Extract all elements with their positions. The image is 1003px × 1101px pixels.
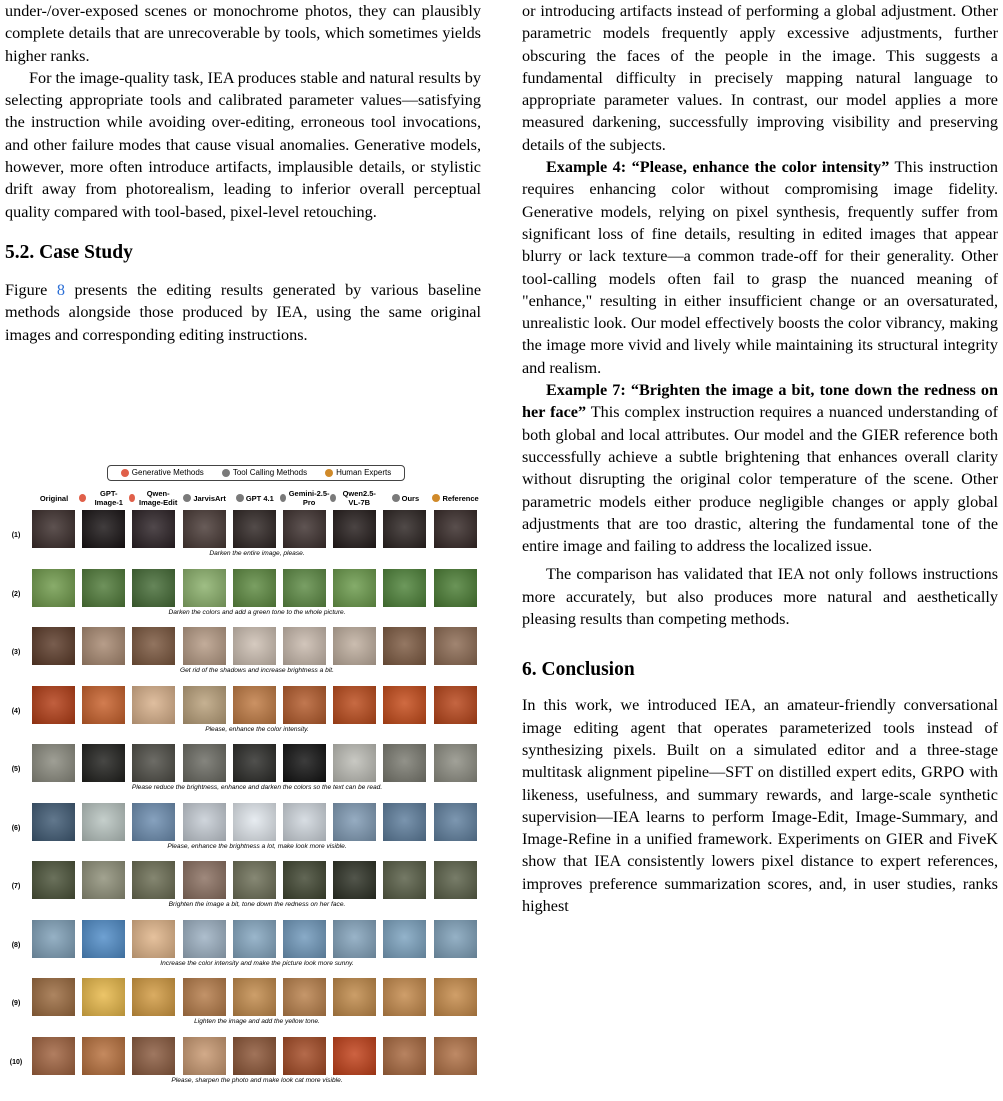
- row-instruction-caption: Lighten the image and add the yellow tone.: [194, 1018, 320, 1025]
- result-image: [183, 803, 226, 841]
- result-image: [283, 861, 326, 899]
- legend-label: Tool Calling Methods: [232, 468, 308, 477]
- result-image: [283, 803, 326, 841]
- result-image: [333, 627, 376, 665]
- result-image: [383, 686, 426, 724]
- result-image: [434, 861, 477, 899]
- result-image: [82, 861, 125, 899]
- result-image: [132, 861, 175, 899]
- result-image: [333, 978, 376, 1016]
- column-header: [431, 488, 481, 508]
- result-image: [183, 569, 226, 607]
- paragraph-text: This complex instruction requires a nuanced understanding of both global and local attributes. Our model and the GIER reference both successfully achieve a subtle brightening that enhances overall clarity without disrupting the original color temperature of the scene. Other parametric models either produce negligible changes or apply global adjustments that are too drastic, altering the fundamental tone of the entire image and failing to address the localized issue.: [522, 403, 998, 556]
- result-image: [333, 920, 376, 958]
- result-image: [283, 920, 326, 958]
- section-heading: 6. Conclusion: [522, 659, 635, 681]
- paragraph: under-/over-exposed scenes or monochrome photos, they can plausibly complete details that are unrecoverable by tools, which sometimes yields higher ranks.: [5, 2, 481, 65]
- row-instruction-caption: Darken the colors and add a green tone to the whole picture.: [168, 608, 346, 616]
- result-image: [82, 510, 125, 548]
- tool-icon: [392, 494, 400, 502]
- column-header-label: Ours: [401, 493, 420, 503]
- result-image: [82, 920, 125, 958]
- result-image: [183, 861, 226, 899]
- right-column: [522, 0, 998, 917]
- person-icon: [325, 469, 333, 477]
- result-image: [233, 1037, 276, 1075]
- left-column: [5, 0, 481, 346]
- column-header-label: GPT 4.1: [245, 493, 274, 503]
- result-image: [333, 1037, 376, 1075]
- result-image: [434, 803, 477, 841]
- row-instruction-caption: Increase the color intensity and make the picture look more sunny.: [160, 959, 354, 967]
- result-image: [82, 569, 125, 607]
- legend-label: Generative Methods: [131, 468, 204, 477]
- result-image: [434, 569, 477, 607]
- result-image: [333, 510, 376, 548]
- result-image: [434, 978, 477, 1016]
- result-image: [383, 861, 426, 899]
- section-heading: 5.2. Case Study: [5, 241, 133, 263]
- legend-item: [222, 466, 307, 480]
- paragraph: [522, 379, 998, 557]
- result-image: [434, 686, 477, 724]
- row-instruction-caption: Brighten the image a bit, tone down the redness on her face.: [168, 901, 346, 908]
- row-instruction-caption: Please, sharpen the photo and make look cat more visible.: [171, 1076, 343, 1084]
- paragraph-text: Figure: [5, 280, 57, 299]
- legend-item: [325, 466, 391, 480]
- row-label: (10): [9, 1058, 23, 1066]
- result-image: [132, 627, 175, 665]
- result-image: [233, 569, 276, 607]
- result-image: [283, 978, 326, 1016]
- row-label: (8): [11, 941, 21, 949]
- row-label: (9): [11, 1000, 21, 1007]
- paragraph: [5, 279, 481, 346]
- result-image: [183, 920, 226, 958]
- paragraph: For the image-quality task, IEA produces stable and natural results by selecting appropriate tools and calibrated parameter values—satisfying the instruction while avoiding over-editing, erroneous tool invocations, and other failure modes that cause visual anomalies. Generative models, however, more often introduce artifacts, implausible details, or stylistic drift away from photorealism, leading to inferior overall perceptual quality compared with tool-based, pixel-level retouching.: [5, 68, 481, 221]
- brain-icon: [79, 494, 86, 502]
- result-image: [32, 861, 75, 899]
- row-label: (4): [11, 707, 21, 715]
- result-image: [283, 510, 326, 548]
- result-image: [183, 686, 226, 724]
- result-image: [434, 744, 477, 782]
- result-image: [32, 978, 75, 1016]
- column-header-label: Reference: [442, 493, 479, 503]
- row-instruction-caption: Please, enhance the color intensity.: [205, 725, 309, 733]
- result-image: [383, 744, 426, 782]
- row-label: (5): [11, 766, 21, 773]
- result-image: [233, 978, 276, 1016]
- result-image: [333, 569, 376, 607]
- result-image: [434, 510, 477, 548]
- legend-label: Human Experts: [336, 468, 392, 477]
- result-image: [233, 803, 276, 841]
- column-header-label: Qwen-Image-Edit: [138, 489, 178, 507]
- column-header: [280, 488, 330, 508]
- result-image: [233, 627, 276, 665]
- row-instruction-caption: Darken the entire image, please.: [209, 550, 305, 557]
- result-image: [183, 510, 226, 548]
- result-image: [82, 1037, 125, 1075]
- result-image: [132, 1037, 175, 1075]
- result-image: [383, 803, 426, 841]
- result-image: [132, 686, 175, 724]
- example-title: Example 4: “Please, enhance the color intensity”: [546, 158, 890, 177]
- column-header-label: JarvisArt: [193, 493, 226, 503]
- paragraph-text: presents the editing results generated by various baseline methods alongside those produced by IEA, using the same original images and corresponding editing instructions.: [5, 280, 482, 344]
- result-image: [383, 510, 426, 548]
- result-image: [32, 686, 75, 724]
- example-title: Example 7: “Brighten the image a bit, tone down the redness on her face”: [522, 381, 998, 422]
- tool-icon: [280, 494, 286, 502]
- tool-icon: [183, 494, 191, 502]
- result-image: [383, 978, 426, 1016]
- tool-icon: [222, 469, 230, 477]
- result-image: [183, 978, 226, 1016]
- result-image: [132, 803, 175, 841]
- result-image: [283, 1037, 326, 1075]
- result-image: [383, 569, 426, 607]
- brain-icon: [129, 494, 135, 502]
- paragraph: In this work, we introduced IEA, an amateur-friendly conversational image editing agent that operates parameterized tools instead of synthesizing pixels. Built on a simulated editor and a three-stage multitask alignment pipeline—SFT on distilled expert edits, GRPO with likeness, usefulness, and summary rewards, and large-scale synthetic supervision—IEA learns to perform Image-Edit, Image-Summary, and Image-Refine in a unified framework. Experiments on GIER and FiveK show that IEA consistently lowers pixel distance to expert references, improves preference summarization scores, and, in user studies, ranks highest: [522, 696, 998, 915]
- paragraph: or introducing artifacts instead of performing a global adjustment. Other parametric models frequently apply excessive adjustments, further obscuring the faces of the people in the image. This suggests a fundamental difficulty in precisely mapping natural language to appropriate parameter values. In contrast, our model applies a more measured darkening, successfully improving visibility and preserving details of the subjects.: [522, 2, 998, 154]
- result-image: [383, 1037, 426, 1075]
- result-image: [82, 803, 125, 841]
- row-instruction-caption: Please, enhance the brightness a lot, make look more visible.: [167, 842, 347, 850]
- result-image: [32, 510, 75, 548]
- result-image: [333, 861, 376, 899]
- result-image: [233, 920, 276, 958]
- result-image: [32, 627, 75, 665]
- result-image: [333, 686, 376, 724]
- figure-8: [5, 461, 489, 1101]
- paragraph-text: This instruction requires enhancing color without compromising image fidelity. Generative models, relying on pixel synthesis, frequently suffer from significant loss of fine details, resulting in edited images that appear blurry or lack texture—a common trade-off for their generality. Other tool-calling models often fail to grasp the nuanced meaning of "enhance," resulting in either insufficient change or an oversaturated, unrealistic look. Our model effectively boosts the color vibrancy, making the image more vivid and lively while maintaining its structural integrity and realism.: [522, 158, 998, 377]
- paragraph: The comparison has validated that IEA not only follows instructions more accurately, but also produces more natural and aesthetically pleasing results than competing methods.: [522, 565, 998, 629]
- result-image: [183, 1037, 226, 1075]
- result-image: [283, 744, 326, 782]
- result-image: [233, 744, 276, 782]
- column-header-label: GPT-Image-1: [94, 489, 123, 507]
- result-image: [434, 1037, 477, 1075]
- column-header: [330, 488, 380, 508]
- result-image: [82, 978, 125, 1016]
- result-image: [132, 920, 175, 958]
- result-image: [132, 744, 175, 782]
- result-image: [333, 803, 376, 841]
- row-label: (6): [11, 824, 21, 832]
- result-image: [283, 686, 326, 724]
- row-label: (2): [11, 590, 21, 598]
- legend-item: [121, 466, 204, 480]
- result-image: [32, 744, 75, 782]
- result-image: [82, 627, 125, 665]
- paragraph: [522, 156, 998, 379]
- result-image: [233, 686, 276, 724]
- row-label: (7): [11, 883, 21, 890]
- result-image: [383, 920, 426, 958]
- row-instruction-caption: Please reduce the brightness, enhance and darken the colors so the text can be read.: [131, 784, 383, 791]
- result-image: [434, 920, 477, 958]
- result-image: [283, 627, 326, 665]
- result-image: [434, 627, 477, 665]
- result-image: [82, 744, 125, 782]
- result-image: [132, 978, 175, 1016]
- result-image: [32, 920, 75, 958]
- column-header-label: Original: [39, 493, 69, 503]
- column-header: [230, 488, 280, 508]
- result-image: [383, 627, 426, 665]
- tool-icon: [330, 494, 336, 502]
- column-header: [129, 488, 179, 508]
- result-image: [233, 861, 276, 899]
- result-image: [32, 569, 75, 607]
- result-image: [132, 510, 175, 548]
- column-header: [29, 488, 79, 508]
- figure-reference-link[interactable]: 8: [56, 280, 65, 299]
- result-image: [82, 686, 125, 724]
- brain-icon: [121, 469, 129, 477]
- column-header: [380, 488, 430, 508]
- column-header: [79, 488, 129, 508]
- result-image: [132, 569, 175, 607]
- person-icon: [432, 494, 440, 502]
- result-image: [183, 744, 226, 782]
- result-image: [183, 627, 226, 665]
- figure-legend: [107, 465, 405, 481]
- row-label: (1): [11, 532, 21, 539]
- column-header-label: Qwen2.5-VL-7B: [342, 489, 376, 507]
- row-label: (3): [11, 649, 21, 656]
- result-image: [283, 569, 326, 607]
- result-image: [233, 510, 276, 548]
- result-image: [333, 744, 376, 782]
- column-header: [180, 488, 230, 508]
- row-instruction-caption: Get rid of the shadows and increase brightness a bit.: [180, 667, 334, 674]
- column-header-label: Gemini-2.5-Pro: [288, 489, 330, 507]
- tool-icon: [236, 494, 244, 502]
- result-image: [32, 1037, 75, 1075]
- result-image: [32, 803, 75, 841]
